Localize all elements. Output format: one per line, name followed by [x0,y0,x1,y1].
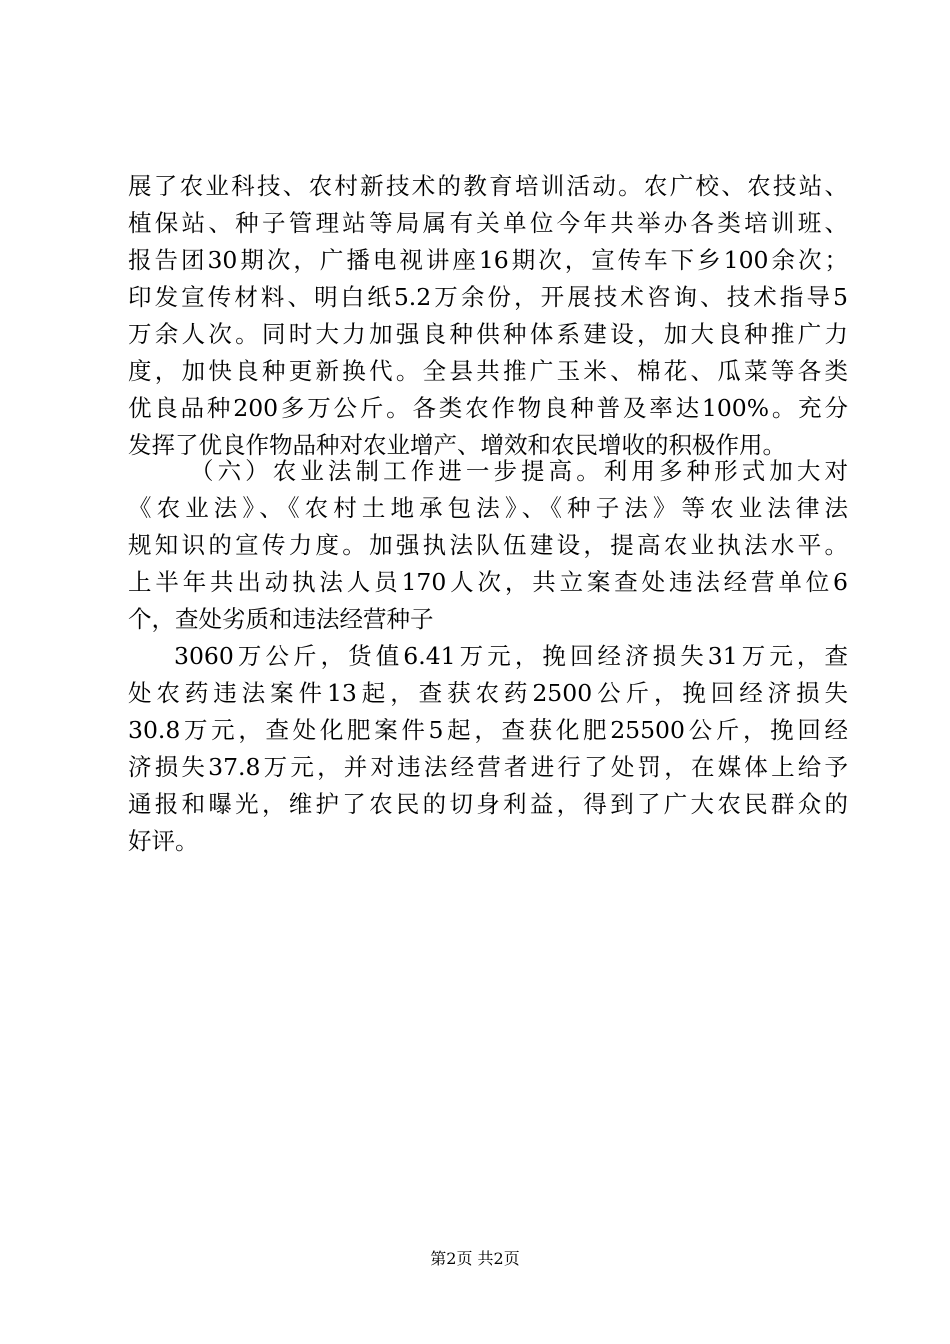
text-line: 3060万公斤，货值6.41万元，挽回经济损失31万元，查 [174,642,848,670]
text-line: 优良品种200多万公斤。各类农作物良种普及率达100%。充分 [128,394,848,422]
text-line: 报告团30期次，广播电视讲座16期次，宣传车下乡100余次； [128,246,848,274]
text-line: 好评。 [128,827,199,855]
text-line: 30.8万元，查处化肥案件5起，查获化肥25500公斤，挽回经 [128,716,848,744]
text-line: 济损失37.8万元，并对违法经营者进行了处罚，在媒体上给予 [128,753,848,781]
text-line: 《农业法》、《农村土地承包法》、《种子法》等农业法律法 [128,494,848,522]
text-line: 上半年共出动执法人员170人次，共立案查处违法经营单位6 [128,568,848,596]
text-line: 通报和曝光，维护了农民的切身利益，得到了广大农民群众的 [128,790,848,818]
text-line: 印发宣传材料、明白纸5.2万余份，开展技术咨询、技术指导5 [128,283,848,311]
paragraph-agricultural-law [128,453,848,860]
paragraph-training-and-seeds [128,168,848,464]
text-line: 发挥了优良作物品种对农业增产、增效和农民增收的积极作用。 [128,431,786,459]
text-line: 展了农业科技、农村新技术的教育培训活动。农广校、农技站、 [128,172,848,200]
text-line: 个，查处劣质和违法经营种子 [128,605,434,633]
text-line: 规知识的宣传力度。加强执法队伍建设，提高农业执法水平。 [128,531,848,559]
text-line: 度，加快良种更新换代。全县共推广玉米、棉花、瓜菜等各类 [128,357,848,385]
text-line: 处农药违法案件13起，查获农药2500公斤，挽回经济损失 [128,679,848,707]
page-number-footer: 第2页 共2页 [430,1249,520,1268]
text-line: 植保站、种子管理站等局属有关单位今年共举办各类培训班、 [128,209,848,237]
section-heading-line: （六）农业法制工作进一步提高。利用多种形式加大对 [190,457,848,485]
text-line: 万余人次。同时大力加强良种供种体系建设，加大良种推广力 [128,320,848,348]
